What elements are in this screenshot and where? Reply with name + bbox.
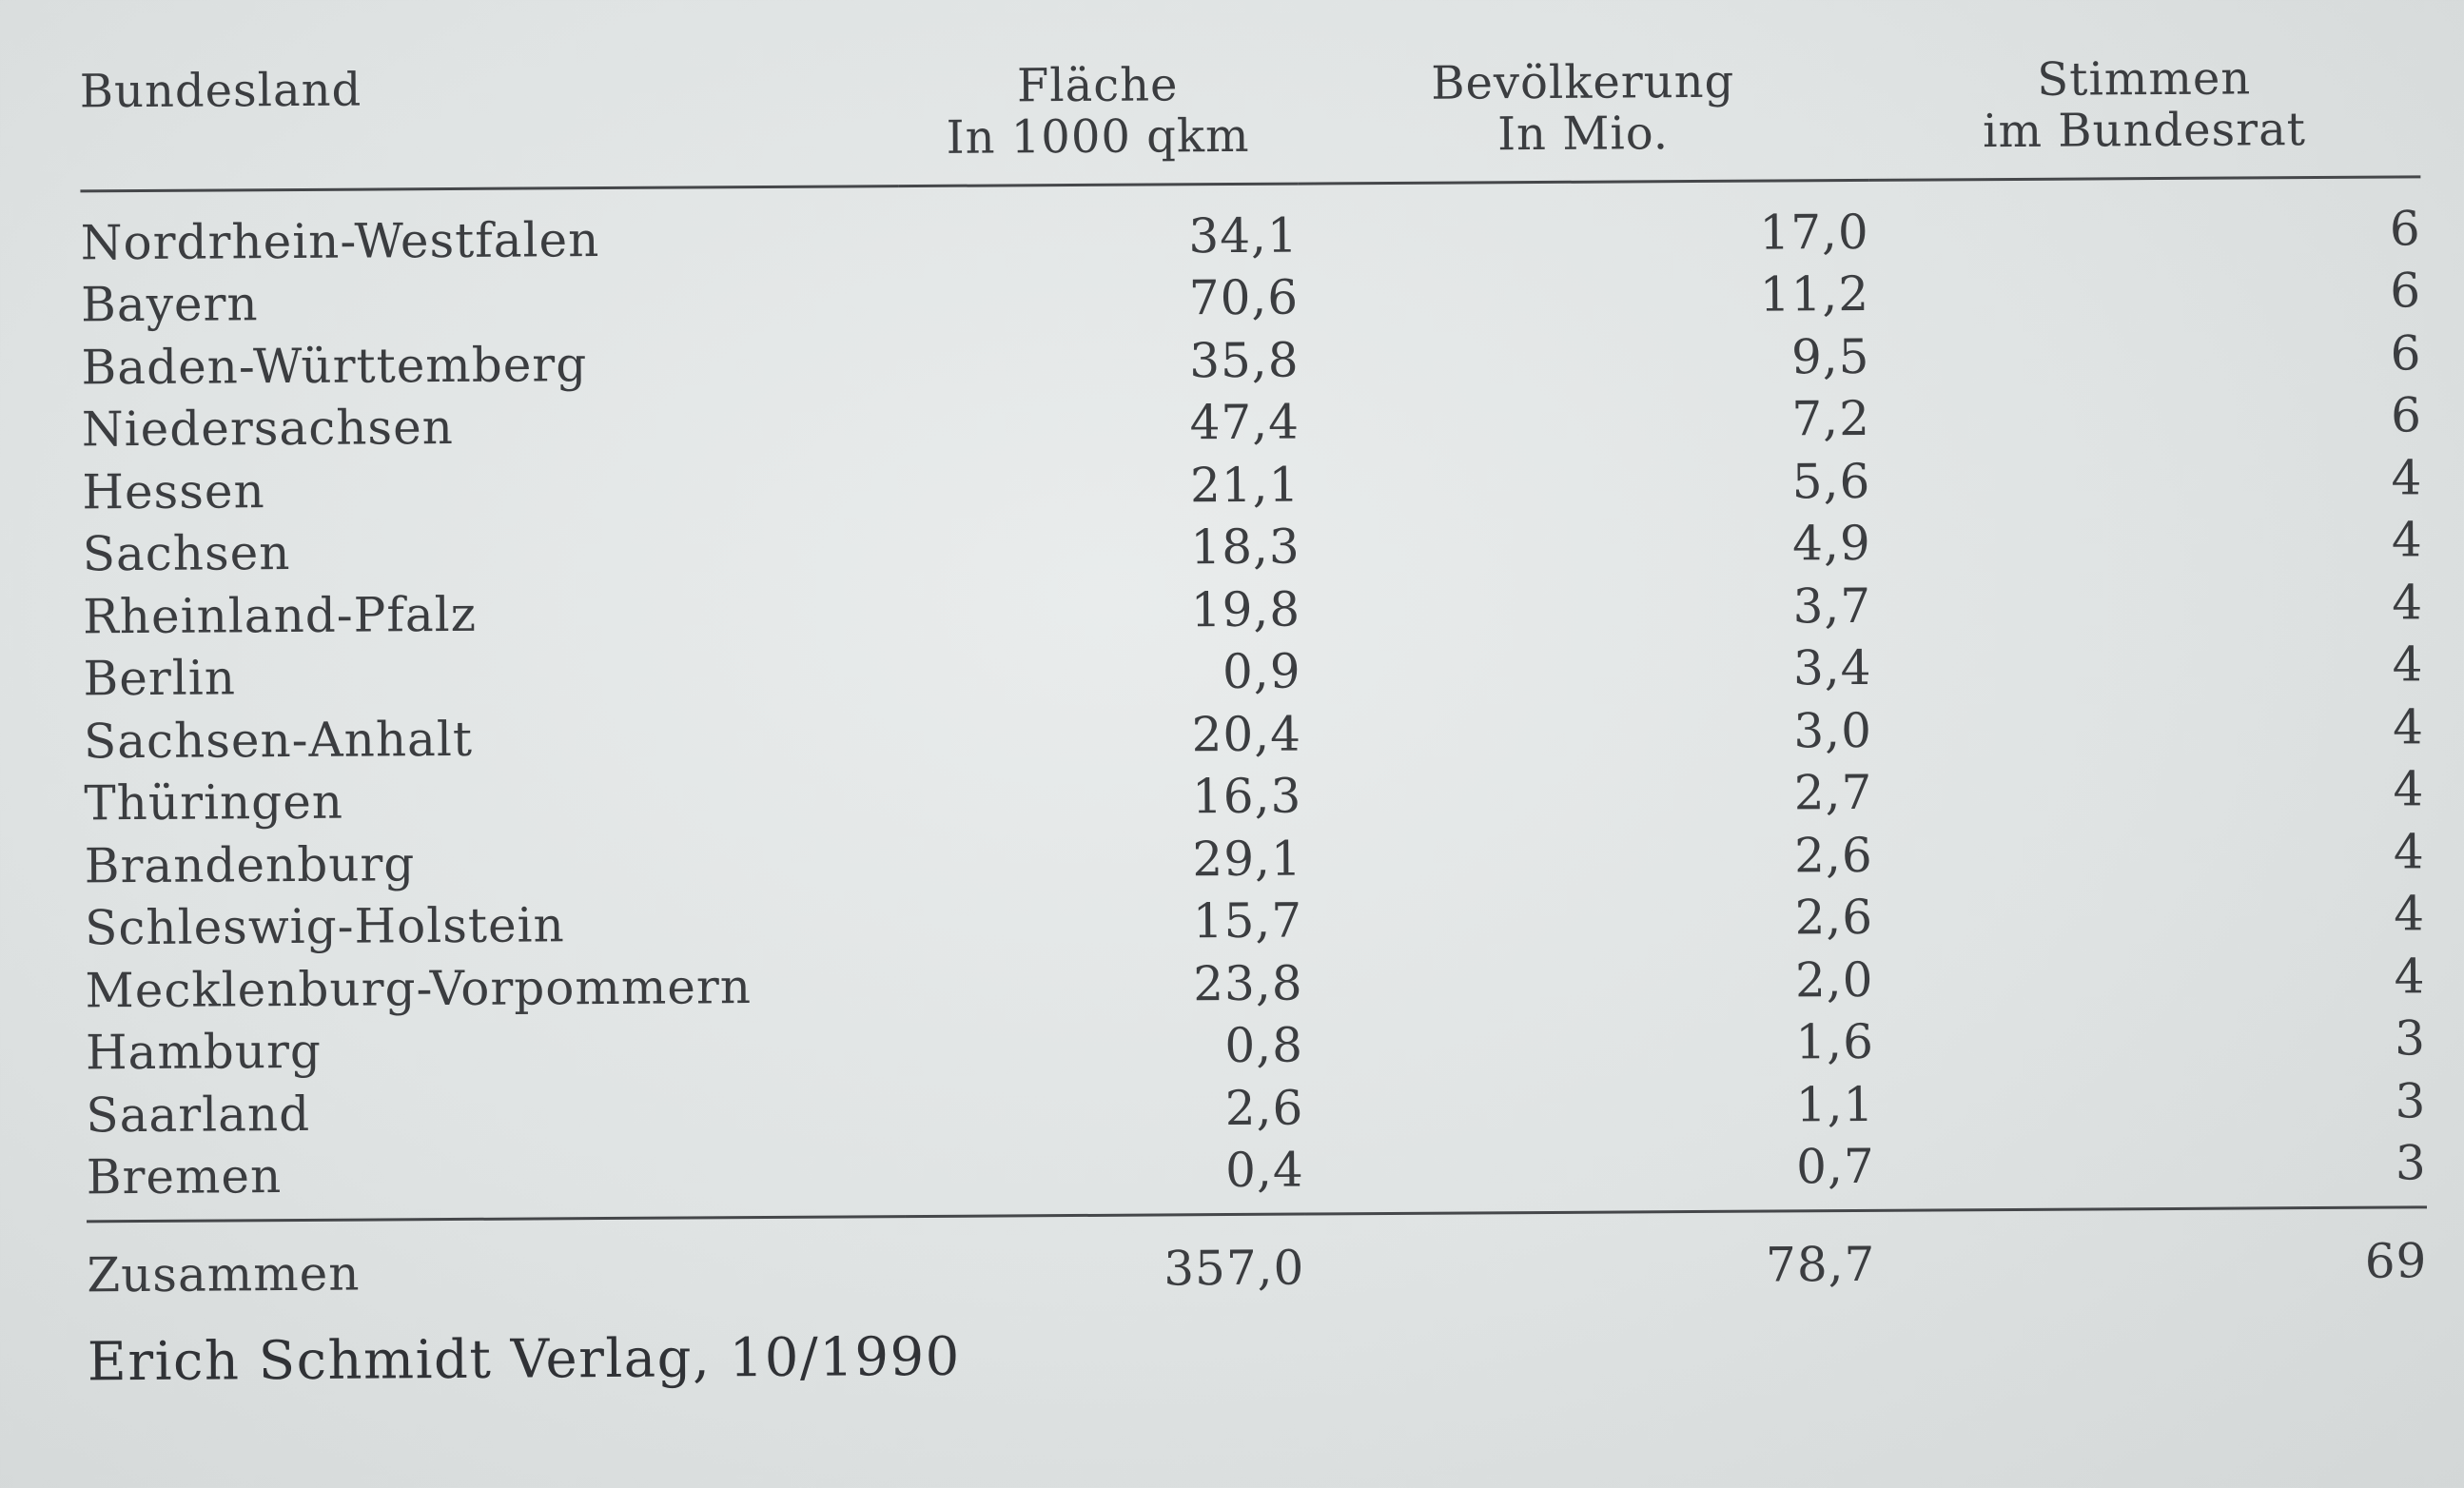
bundeslaender-table — [80, 51, 2428, 1306]
state-name: Sachsen-Anhalt — [83, 711, 474, 770]
table-row — [87, 1132, 2427, 1222]
state-name: Niedersachsen — [81, 400, 455, 458]
state-name: Mecklenburg-Vorpommern — [85, 958, 753, 1019]
area-value: 19,8 — [1190, 581, 1301, 638]
state-name: Hessen — [82, 462, 265, 520]
state-name: Baden-Württemberg — [81, 336, 588, 396]
votes-value: 3 — [2395, 1073, 2427, 1129]
votes-value: 6 — [2389, 201, 2421, 257]
area-value: 16,3 — [1191, 768, 1302, 825]
area-value: 34,1 — [1188, 207, 1299, 264]
table-header — [80, 51, 2421, 191]
votes-value: 4 — [2394, 949, 2426, 1005]
population-value: 3,4 — [1792, 640, 1872, 696]
total-population: 78,7 — [1304, 1210, 1876, 1299]
area-value: 47,4 — [1189, 394, 1300, 451]
state-name: Berlin — [83, 650, 237, 707]
header-flaeche-line1: Fläche — [1016, 58, 1179, 113]
area-value: 0,9 — [1222, 643, 1301, 700]
votes-value: 4 — [2394, 886, 2426, 942]
population-value: 0,7 — [1796, 1139, 1875, 1195]
source-note: Erich Schmidt Verlag, 10/1990 — [87, 1325, 961, 1394]
header-bundesland — [80, 61, 899, 191]
votes-value: 3 — [2395, 1135, 2427, 1191]
population-value: 4,9 — [1792, 516, 1871, 572]
votes-value: 4 — [2391, 512, 2423, 568]
state-name: Bayern — [80, 276, 259, 333]
area-value: 2,6 — [1224, 1080, 1304, 1136]
votes-value: 6 — [2390, 387, 2423, 443]
table-row — [80, 177, 2420, 274]
population-value: 5,6 — [1791, 453, 1871, 510]
total-label: Zusammen — [87, 1217, 906, 1306]
total-area: 357,0 — [905, 1214, 1305, 1302]
population-value: 11,2 — [1759, 266, 1870, 323]
header-flaeche — [898, 59, 1299, 186]
votes-value: 3 — [2394, 1010, 2427, 1067]
header-stimmen-line2: im Bundesrat — [1982, 103, 2307, 159]
header-bevoelkerung — [1298, 55, 1869, 184]
population-value: 2,6 — [1794, 827, 1873, 884]
area-value: 29,1 — [1192, 831, 1302, 888]
header-bevoelkerung-line1: Bevölkerung — [1431, 54, 1735, 110]
votes-value: 6 — [2390, 263, 2422, 319]
population-value: 2,0 — [1794, 951, 1874, 1008]
votes-value: 4 — [2392, 699, 2425, 755]
state-name: Hamburg — [85, 1024, 323, 1081]
votes-value: 6 — [2390, 325, 2422, 382]
state-name: Brandenburg — [84, 835, 416, 894]
area-value: 70,6 — [1188, 269, 1300, 326]
votes-value: 4 — [2392, 636, 2424, 693]
votes-value: 4 — [2393, 824, 2425, 880]
population-value: 3,0 — [1793, 702, 1873, 759]
votes-value: 4 — [2391, 450, 2423, 506]
population-value: 3,7 — [1792, 578, 1872, 635]
header-bundesland-label: Bundesland — [79, 63, 362, 119]
population-value: 9,5 — [1790, 328, 1870, 385]
total-votes: 69 — [1875, 1207, 2428, 1296]
header-bevoelkerung-line2: In Mio. — [1496, 107, 1670, 162]
area-value: 35,8 — [1189, 332, 1300, 389]
area-value: 18,3 — [1190, 519, 1300, 576]
area-value: 20,4 — [1191, 706, 1302, 763]
state-name: Sachsen — [82, 525, 291, 582]
state-name: Thüringen — [84, 773, 344, 832]
area-value: 0,8 — [1224, 1017, 1304, 1074]
state-name: Nordrhein-Westfalen — [80, 211, 600, 271]
table-footer — [87, 1207, 2427, 1306]
population-value: 1,6 — [1795, 1014, 1875, 1070]
area-value: 15,7 — [1192, 892, 1303, 950]
header-stimmen-line1: Stimmen — [2037, 51, 2252, 107]
population-value: 1,1 — [1795, 1076, 1875, 1133]
table-body — [80, 177, 2427, 1222]
area-value: 0,4 — [1225, 1142, 1304, 1199]
population-value: 17,0 — [1759, 204, 1869, 261]
state-name: Saarland — [86, 1086, 311, 1144]
state-name: Schleswig-Holstein — [84, 897, 565, 956]
area-value: 23,8 — [1193, 955, 1303, 1012]
population-value: 7,2 — [1791, 391, 1871, 447]
area-value: 21,1 — [1189, 457, 1300, 514]
votes-value: 4 — [2393, 761, 2425, 817]
state-name: Rheinland-Pfalz — [82, 586, 478, 645]
header-stimmen — [1868, 51, 2421, 180]
total-row — [87, 1207, 2427, 1306]
population-value: 2,7 — [1793, 765, 1873, 821]
votes-value: 4 — [2392, 575, 2424, 631]
state-name: Bremen — [86, 1148, 283, 1205]
header-flaeche-line2: In 1000 qkm — [946, 108, 1250, 165]
population-value: 2,6 — [1794, 890, 1874, 946]
